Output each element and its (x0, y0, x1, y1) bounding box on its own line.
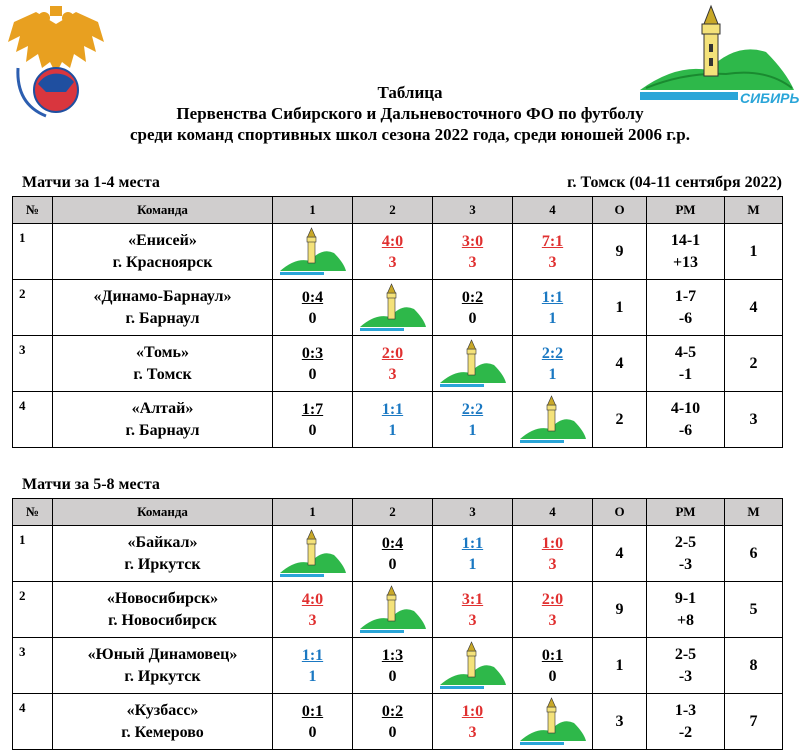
self-match-cell (433, 336, 513, 392)
self-match-church-icon (518, 395, 588, 445)
match-result-cell (513, 582, 593, 638)
match-points: 3 (548, 611, 557, 629)
title-line-3: среди команд спортивных школ сезона 2022 года, среди юношей 2006 г.р. (130, 125, 690, 144)
match-score: 1:1 (381, 400, 404, 418)
goal-difference: +13 (672, 253, 699, 271)
team-name: «Томь» (135, 343, 189, 361)
team-cell (53, 694, 273, 750)
match-points: 0 (388, 667, 397, 685)
match-score: 2:0 (381, 344, 404, 362)
column-header-game-3: 3 (433, 197, 513, 224)
team-name: «Енисей» (128, 231, 197, 249)
column-header-game-1: 1 (273, 197, 353, 224)
place-cell: 5 (725, 582, 783, 638)
section2-title: Матчи за 5-8 места (22, 476, 160, 493)
match-points: 0 (308, 421, 317, 439)
table-row (13, 392, 783, 448)
self-match-cell (433, 638, 513, 694)
match-result-cell (353, 638, 433, 694)
match-score: 3:0 (461, 232, 484, 250)
goal-difference: -3 (678, 667, 693, 685)
match-result-cell (353, 336, 433, 392)
siberia-logo-text: СИБИРЬ (740, 90, 800, 106)
match-points: 1 (468, 421, 477, 439)
table-row (13, 582, 783, 638)
team-cell (53, 336, 273, 392)
match-score: 0:4 (301, 288, 324, 306)
row-number: 4 (13, 392, 53, 448)
match-result-cell (273, 694, 353, 750)
team-city: г. Кемерово (121, 723, 204, 741)
place-cell: 6 (725, 526, 783, 582)
goal-difference: -6 (678, 421, 693, 439)
table-row (13, 224, 783, 280)
team-city: г. Томск (133, 365, 192, 383)
team-name: «Динамо-Барнаул» (93, 287, 232, 305)
match-result-cell (353, 694, 433, 750)
goals-scored-conceded: 2-5 (674, 645, 697, 663)
match-points: 0 (388, 723, 397, 741)
match-score: 1:1 (461, 534, 484, 552)
column-header-points: О (593, 499, 647, 526)
column-header-game-4: 4 (513, 197, 593, 224)
match-result-cell (273, 336, 353, 392)
match-score: 0:2 (461, 288, 484, 306)
match-points: 1 (548, 309, 557, 327)
match-score: 0:1 (301, 702, 324, 720)
match-result-cell (273, 280, 353, 336)
team-city: г. Барнаул (125, 421, 200, 439)
match-result-cell (433, 280, 513, 336)
standings-table-5-8 (12, 498, 783, 750)
table-row (13, 280, 783, 336)
place-cell: 2 (725, 336, 783, 392)
column-header-game-2: 2 (353, 197, 433, 224)
table-row (13, 694, 783, 750)
title-line-1: Таблица (377, 83, 443, 102)
section1-venue: г. Томск (04-11 сентября 2022) (567, 174, 782, 191)
goals-cell (647, 224, 725, 280)
match-score: 0:4 (381, 534, 404, 552)
match-result-cell (353, 224, 433, 280)
match-result-cell (433, 392, 513, 448)
title-line-2: Первенства Сибирского и Дальневосточного ФО по футболу (176, 104, 644, 123)
match-score: 0:1 (541, 646, 564, 664)
match-score: 1:1 (301, 646, 324, 664)
table-row (13, 526, 783, 582)
place-cell: 1 (725, 224, 783, 280)
team-cell (53, 392, 273, 448)
goals-scored-conceded: 1-7 (674, 287, 697, 305)
self-match-cell (513, 392, 593, 448)
place-cell: 7 (725, 694, 783, 750)
match-points: 0 (308, 723, 317, 741)
self-match-church-icon (518, 697, 588, 747)
column-header-place: М (725, 197, 783, 224)
match-score: 0:3 (301, 344, 324, 362)
team-city: г. Красноярск (112, 253, 213, 271)
match-points: 1 (388, 421, 397, 439)
match-score: 0:2 (381, 702, 404, 720)
goals-cell (647, 336, 725, 392)
match-points: 3 (388, 253, 397, 271)
match-points: 3 (548, 253, 557, 271)
table-row (13, 336, 783, 392)
team-name: «Байкал» (127, 533, 198, 551)
self-match-cell (273, 526, 353, 582)
points-cell: 4 (593, 526, 647, 582)
match-points: 3 (308, 611, 317, 629)
column-header-goals: РМ (647, 499, 725, 526)
self-match-cell (353, 280, 433, 336)
team-city: г. Барнаул (125, 309, 200, 327)
match-points: 3 (548, 555, 557, 573)
column-header-number: № (13, 197, 53, 224)
section2-header (22, 476, 782, 494)
self-match-cell (353, 582, 433, 638)
match-points: 0 (388, 555, 397, 573)
match-score: 1:1 (541, 288, 564, 306)
goals-scored-conceded: 14-1 (670, 231, 701, 249)
self-match-cell (273, 224, 353, 280)
team-cell (53, 280, 273, 336)
points-cell: 9 (593, 224, 647, 280)
match-points: 1 (468, 555, 477, 573)
team-city: г. Иркутск (124, 667, 201, 685)
goals-cell (647, 526, 725, 582)
self-match-church-icon (278, 227, 348, 277)
team-name: «Юный Динамовец» (87, 645, 238, 663)
row-number: 1 (13, 224, 53, 280)
goals-cell (647, 392, 725, 448)
goals-scored-conceded: 9-1 (674, 589, 697, 607)
match-score: 4:0 (381, 232, 404, 250)
points-cell: 1 (593, 280, 647, 336)
match-points: 0 (548, 667, 557, 685)
team-cell (53, 224, 273, 280)
match-points: 0 (468, 309, 477, 327)
match-score: 7:1 (541, 232, 564, 250)
column-header-points: О (593, 197, 647, 224)
column-header-game-1: 1 (273, 499, 353, 526)
goals-cell (647, 280, 725, 336)
points-cell: 4 (593, 336, 647, 392)
match-points: 1 (548, 365, 557, 383)
match-points: 0 (308, 309, 317, 327)
match-result-cell (353, 392, 433, 448)
column-header-game-4: 4 (513, 499, 593, 526)
match-points: 3 (468, 723, 477, 741)
goal-difference: +8 (676, 611, 695, 629)
self-match-cell (513, 694, 593, 750)
match-score: 1:0 (461, 702, 484, 720)
match-result-cell (513, 336, 593, 392)
match-result-cell (513, 280, 593, 336)
column-header-number: № (13, 499, 53, 526)
match-result-cell (433, 582, 513, 638)
goal-difference: -2 (678, 723, 693, 741)
goals-cell (647, 582, 725, 638)
column-header-game-2: 2 (353, 499, 433, 526)
team-city: г. Новосибирск (108, 611, 217, 629)
place-cell: 4 (725, 280, 783, 336)
column-header-goals: РМ (647, 197, 725, 224)
match-score: 2:0 (541, 590, 564, 608)
goals-scored-conceded: 4-10 (670, 399, 701, 417)
points-cell: 2 (593, 392, 647, 448)
match-points: 0 (308, 365, 317, 383)
self-match-church-icon (358, 585, 428, 635)
match-points: 1 (308, 667, 317, 685)
row-number: 2 (13, 582, 53, 638)
points-cell: 9 (593, 582, 647, 638)
match-points: 3 (468, 253, 477, 271)
column-header-team: Команда (53, 499, 273, 526)
match-result-cell (513, 224, 593, 280)
match-result-cell (273, 392, 353, 448)
match-score: 2:2 (461, 400, 484, 418)
page-title (0, 82, 800, 145)
goals-cell (647, 638, 725, 694)
goal-difference: -1 (678, 365, 693, 383)
match-score: 2:2 (541, 344, 564, 362)
match-result-cell (273, 582, 353, 638)
goals-scored-conceded: 1-3 (674, 701, 697, 719)
match-result-cell (433, 526, 513, 582)
goal-difference: -6 (678, 309, 693, 327)
goals-scored-conceded: 4-5 (674, 343, 697, 361)
self-match-church-icon (358, 283, 428, 333)
match-score: 1:0 (541, 534, 564, 552)
team-name: «Кузбасс» (126, 701, 199, 719)
table-row (13, 638, 783, 694)
points-cell: 3 (593, 694, 647, 750)
team-name: «Новосибирск» (106, 589, 219, 607)
column-header-place: М (725, 499, 783, 526)
self-match-church-icon (278, 529, 348, 579)
match-result-cell (513, 638, 593, 694)
goal-difference: -3 (678, 555, 693, 573)
team-cell (53, 582, 273, 638)
place-cell: 8 (725, 638, 783, 694)
row-number: 1 (13, 526, 53, 582)
match-score: 3:1 (461, 590, 484, 608)
match-result-cell (273, 638, 353, 694)
points-cell: 1 (593, 638, 647, 694)
match-result-cell (433, 224, 513, 280)
column-header-team: Команда (53, 197, 273, 224)
team-name: «Алтай» (131, 399, 194, 417)
team-cell (53, 526, 273, 582)
goals-scored-conceded: 2-5 (674, 533, 697, 551)
team-cell (53, 638, 273, 694)
team-city: г. Иркутск (124, 555, 201, 573)
row-number: 3 (13, 638, 53, 694)
match-result-cell (433, 694, 513, 750)
section1-header (22, 174, 782, 192)
row-number: 2 (13, 280, 53, 336)
row-number: 4 (13, 694, 53, 750)
match-score: 1:7 (301, 400, 324, 418)
match-points: 3 (468, 611, 477, 629)
place-cell: 3 (725, 392, 783, 448)
self-match-church-icon (438, 339, 508, 389)
goals-cell (647, 694, 725, 750)
match-score: 4:0 (301, 590, 324, 608)
match-result-cell (513, 526, 593, 582)
standings-table-1-4 (12, 196, 783, 448)
row-number: 3 (13, 336, 53, 392)
section1-title: Матчи за 1-4 места (22, 174, 160, 191)
match-result-cell (353, 526, 433, 582)
match-score: 1:3 (381, 646, 404, 664)
self-match-church-icon (438, 641, 508, 691)
match-points: 3 (388, 365, 397, 383)
column-header-game-3: 3 (433, 499, 513, 526)
